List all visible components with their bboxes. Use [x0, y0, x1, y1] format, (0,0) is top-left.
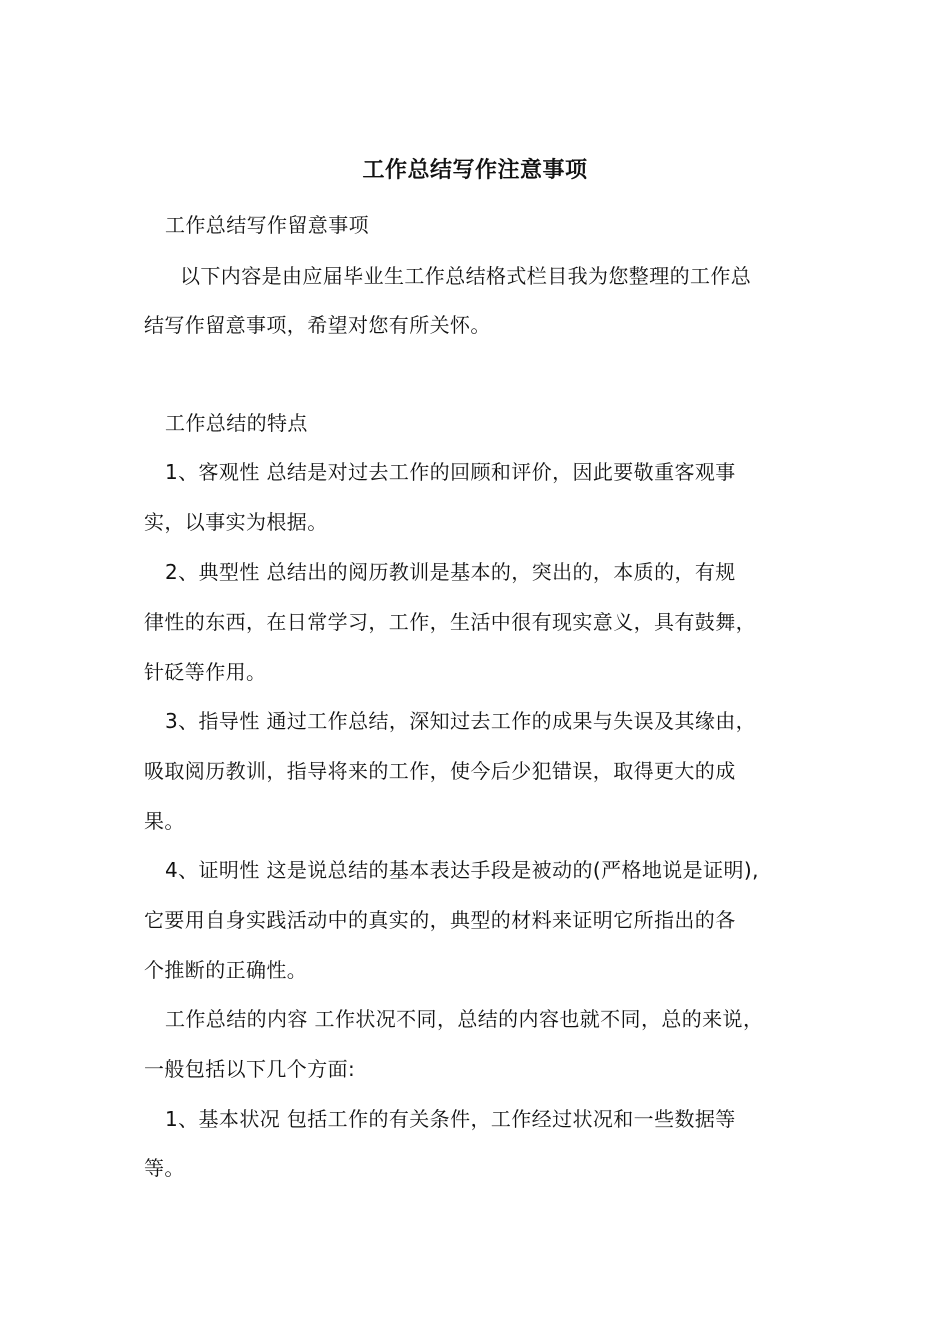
paragraph-line: 实，以事实为根据。	[144, 510, 328, 534]
paragraph-line: 吸取阅历教训，指导将来的工作，使今后少犯错误，取得更大的成	[144, 759, 736, 783]
paragraph-line: 以下内容是由应届毕业生工作总结格式栏目我为您整理的工作总	[180, 264, 752, 288]
paragraph-line: 工作总结的特点	[165, 411, 308, 435]
paragraph-line: 律性的东西，在日常学习，工作，生活中很有现实意义，具有鼓舞，	[144, 610, 756, 634]
paragraph-line: 4、证明性 这是说总结的基本表达手段是被动的(严格地说是证明),	[165, 858, 759, 882]
paragraph-line: 个推断的正确性。	[144, 958, 308, 982]
paragraph-line: 工作总结写作留意事项	[165, 213, 369, 237]
paragraph-line: 2、典型性 总结出的阅历教训是基本的，突出的，本质的，有规	[165, 560, 736, 584]
paragraph-line: 结写作留意事项，希望对您有所关怀。	[144, 313, 491, 337]
paragraph-line: 等。	[144, 1156, 185, 1180]
paragraph-line: 工作总结的内容 工作状况不同，总结的内容也就不同，总的来说，	[165, 1007, 764, 1031]
paragraph-line: 1、客观性 总结是对过去工作的回顾和评价，因此要敬重客观事	[165, 460, 736, 484]
paragraph-line: 它要用自身实践活动中的真实的，典型的材料来证明它所指出的各	[144, 908, 736, 932]
paragraph-line: 一般包括以下几个方面:	[144, 1057, 356, 1081]
paragraph-line: 1、基本状况 包括工作的有关条件，工作经过状况和一些数据等	[165, 1107, 736, 1131]
paragraph-line: 针砭等作用。	[144, 660, 267, 684]
document-title: 工作总结写作注意事项	[362, 157, 588, 183]
paragraph-line: 果。	[144, 809, 185, 833]
paragraph-line: 3、指导性 通过工作总结，深知过去工作的成果与失误及其缘由，	[165, 709, 757, 733]
